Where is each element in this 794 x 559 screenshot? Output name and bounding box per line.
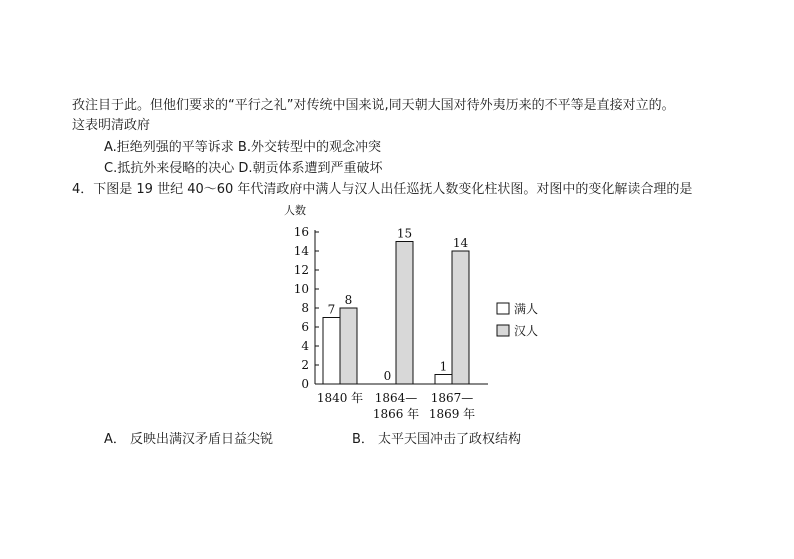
y-tick-label: 16 <box>293 225 309 239</box>
bar <box>396 242 413 385</box>
bar-value-label: 0 <box>383 369 392 383</box>
q4-stem: 4．下图是 19 世纪 40～60 年代清政府中满人与汉人出任巡抚人数变化柱状图。对图中的变化解读合理的是 <box>72 182 693 197</box>
bar-value-label: 15 <box>396 226 413 241</box>
passage-line-1: 孜注目于此。但他们要求的“平行之礼”对传统中国来说,同天朝大国对待外夷历来的不平等是直接对立的。 <box>72 98 675 113</box>
y-tick-label: 0 <box>301 377 309 391</box>
y-tick-label: 4 <box>301 339 309 353</box>
y-tick-label: 6 <box>301 320 309 334</box>
bar-value-label: 1 <box>439 359 448 374</box>
legend-label: 满人 <box>514 302 539 316</box>
y-tick-label: 8 <box>301 301 309 315</box>
x-tick-label: 1866 年 <box>372 407 420 421</box>
bar-value-label: 7 <box>327 302 336 317</box>
y-axis-label: 人数 <box>284 204 306 217</box>
q3-options-cd: C.抵抗外来侵略的决心 D.朝贡体系遭到严重破坏 <box>104 161 383 176</box>
y-tick-label: 12 <box>293 263 309 277</box>
x-tick-label: 1840 年 <box>316 391 364 405</box>
q3-options-ab: A.拒绝列强的平等诉求 B.外交转型中的观念冲突 <box>104 140 381 155</box>
bar-chart <box>270 200 550 422</box>
passage-line-2: 这表明清政府 <box>72 118 151 133</box>
legend-swatch <box>497 325 509 336</box>
x-tick-label: 1867— <box>430 391 474 405</box>
y-tick-label: 14 <box>293 244 309 258</box>
q4-option-a: A． 反映出满汉矛盾日益尖锐 <box>104 432 274 447</box>
y-tick-label: 2 <box>301 358 309 372</box>
bar-value-label: 14 <box>452 236 469 250</box>
bar <box>323 318 340 385</box>
x-tick-label: 1864— <box>374 391 418 405</box>
bar <box>340 308 357 384</box>
bars <box>323 227 469 385</box>
q4-option-b: B． 太平天国冲击了政权结构 <box>352 432 522 447</box>
y-tick-label: 10 <box>293 282 309 296</box>
x-tick-label: 1869 年 <box>428 407 476 421</box>
bar <box>452 251 469 384</box>
legend-swatch <box>497 303 509 314</box>
bar-value-label: 8 <box>344 293 353 307</box>
bar <box>435 375 452 385</box>
x-axis-labels <box>317 390 475 421</box>
legend <box>497 301 538 338</box>
legend-label: 汉人 <box>514 324 539 338</box>
